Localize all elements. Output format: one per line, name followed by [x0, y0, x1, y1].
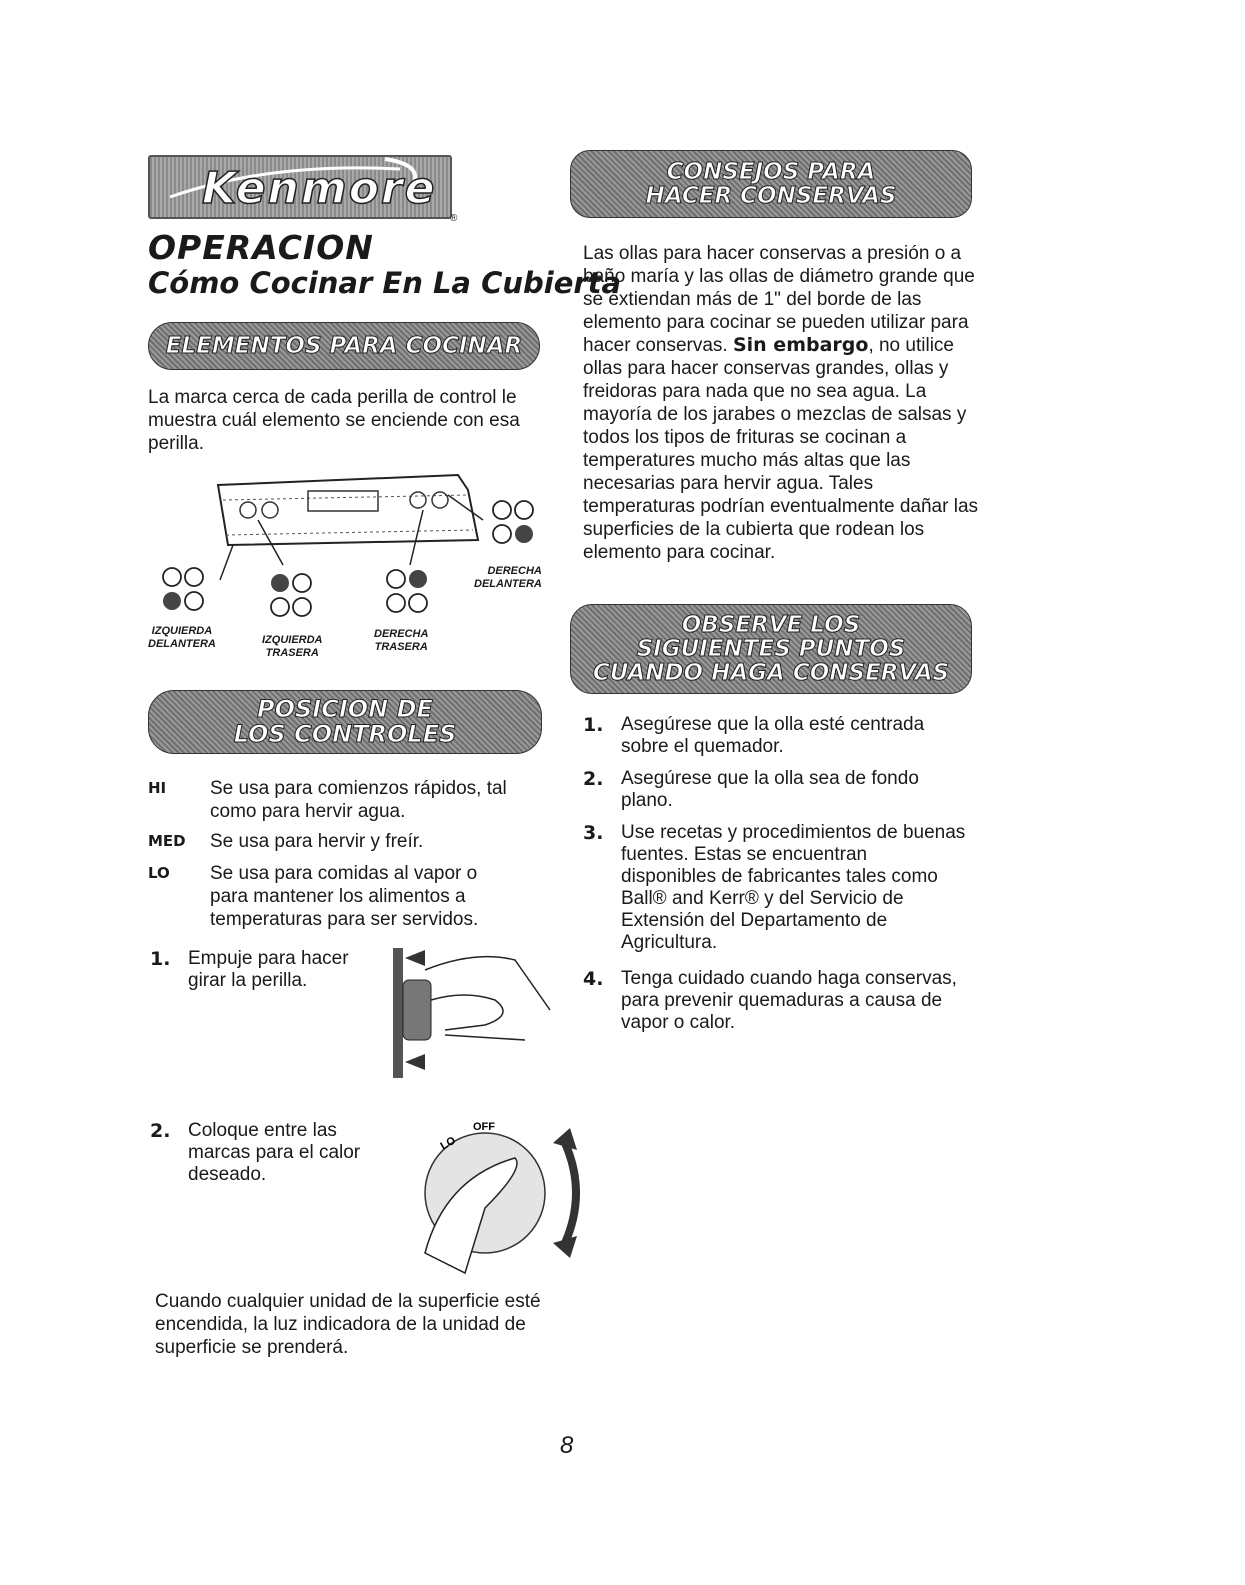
push-knob-illustration: [385, 940, 565, 1085]
page-title: OPERACION: [148, 228, 374, 267]
point-3: 3. Use recetas y procedimientos de buenas fuentes. Estas se encuentran disponibles de fabricantes tales como Ball® and Kerr® y del Servicio de Extensión del Departamento de Agricultura.: [583, 822, 966, 953]
point-4: 4. Tenga cuidado cuando haga conservas, para prevenir quemaduras a causa de vapor o calor.: [583, 968, 957, 1033]
point-2: 2. Asegúrese que la olla sea de fondo plano.: [583, 768, 919, 811]
logo-text: Kenmore: [202, 163, 437, 214]
label-derecha-delantera: DERECHA DELANTERA: [474, 565, 542, 590]
indicator-light-note: Cuando cualquier unidad de la superficie esté encendida, la luz indicadora de la unidad de superficie se prenderá.: [155, 1291, 541, 1358]
burner-icon-der-tra: [387, 570, 427, 612]
registered-mark: ®: [450, 213, 458, 224]
label-izquierda-trasera: IZQUIERDA TRASERA: [262, 634, 323, 659]
knob-icon: [240, 502, 256, 518]
point-1: 1. Asegúrese que la olla esté centrada sobre el quemador.: [583, 714, 925, 757]
arrow-left-icon: [405, 950, 425, 966]
burner-icon-izq-tra: [271, 574, 311, 616]
page-subtitle: Cómo Cocinar En La Cubierta: [148, 266, 622, 300]
knob-icon: [410, 492, 426, 508]
elementos-description: La marca cerca de cada perilla de control le muestra cuál elemento se enciende con esa perilla.: [148, 387, 520, 454]
knob-icon: [432, 492, 448, 508]
display-window: [308, 491, 378, 511]
burner-icon-der-del: [493, 501, 533, 543]
section-banner-consejos: CONSEJOS PARA HACER CONSERVAS: [570, 150, 972, 218]
page-number: 8: [560, 1432, 574, 1459]
rotate-arrow-icon: [565, 1143, 576, 1243]
step-2: 2. Coloque entre las marcas para el calor deseado.: [150, 1120, 361, 1185]
conservas-description: Las ollas para hacer conservas a presión o a baño maría y las ollas de diámetro grande que se extiendan más de 1" del borde de las elemento para cocinar se pueden utilizar para hacer conservas. Sin embargo, no utilice ollas para hacer conservas grandes, ollas y freidoras para nada que no sea agua. La mayoría de los jarabes o mezclas de salsas y todos los tipos de frituras se cocinan a temperatures mucho más altas que las necesarias para hervir agua. Tales temperaturas podrían eventualmente dañar las superficies de la cubierta que rodean los elemento para cocinar.: [583, 243, 979, 563]
hand-icon: [431, 995, 503, 1030]
kenmore-logo: [148, 155, 452, 219]
step-1: 1. Empuje para hacer girar la perilla.: [150, 948, 349, 991]
banner-text: ELEMENTOS PARA COCINAR: [165, 332, 523, 359]
label-derecha-trasera: DERECHA TRASERA: [374, 628, 429, 653]
knob-label-lo: LO: [438, 1134, 458, 1153]
section-banner-elementos: [148, 322, 540, 370]
burner-icon-izq-del: [163, 568, 203, 610]
knob-dial-illustration: [365, 1108, 595, 1280]
section-banner-posicion: POSICION DE LOS CONTROLES: [148, 690, 542, 754]
section-banner-observe: OBSERVE LOS SIGUIENTES PUNTOS CUANDO HAGA CONSERVAS: [570, 604, 972, 694]
knob-label-off: OFF: [473, 1121, 495, 1133]
label-izquierda-delantera: IZQUIERDA DELANTERA: [148, 625, 216, 650]
knob-icon: [262, 502, 278, 518]
arrow-left-icon: [405, 1054, 425, 1070]
